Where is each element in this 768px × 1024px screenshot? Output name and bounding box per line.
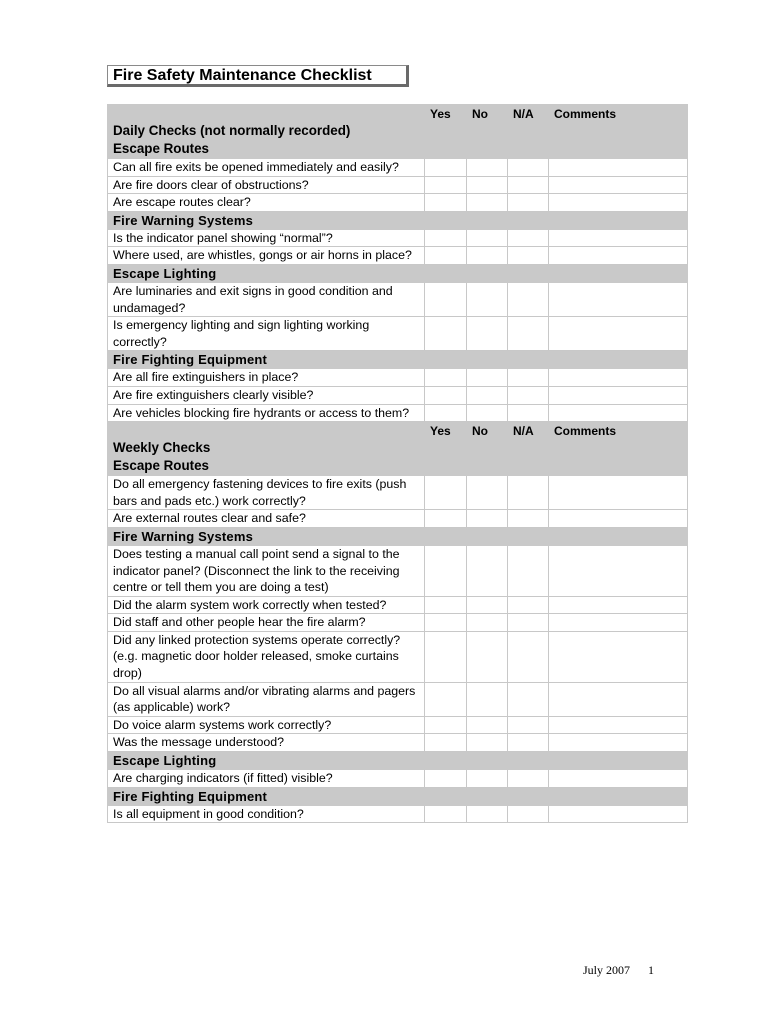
checklist-row — [108, 805, 688, 823]
checklist-row — [108, 159, 688, 177]
yes-cell[interactable] — [425, 805, 467, 823]
column-no: No — [467, 105, 508, 159]
na-cell[interactable] — [508, 614, 549, 632]
column-yes: Yes — [425, 422, 467, 476]
checklist-row — [108, 247, 688, 265]
comments-cell[interactable] — [549, 734, 688, 752]
checklist-row — [108, 404, 688, 422]
na-cell[interactable] — [508, 770, 549, 788]
no-cell[interactable] — [467, 247, 508, 265]
question-text: Is the indicator panel showing “normal”? — [108, 229, 425, 247]
comments-cell[interactable] — [549, 282, 688, 316]
section-title: Fire Fighting Equipment — [108, 351, 688, 369]
yes-cell[interactable] — [425, 770, 467, 788]
na-cell[interactable] — [508, 317, 549, 351]
footer-date: July 2007 — [583, 963, 631, 977]
no-cell[interactable] — [467, 317, 508, 351]
comments-cell[interactable] — [549, 770, 688, 788]
no-cell[interactable] — [467, 770, 508, 788]
section-header-row — [108, 527, 688, 545]
yes-cell[interactable] — [425, 176, 467, 194]
section-header-row — [108, 787, 688, 805]
no-cell[interactable] — [467, 734, 508, 752]
yes-cell[interactable] — [425, 614, 467, 632]
section-header-row — [108, 351, 688, 369]
column-comments: Comments — [549, 422, 688, 476]
column-comments: Comments — [549, 105, 688, 159]
checklist-row — [108, 386, 688, 404]
comments-cell[interactable] — [549, 476, 688, 510]
column-yes: Yes — [425, 105, 467, 159]
na-cell[interactable] — [508, 631, 549, 682]
question-text: Is all equipment in good condition? — [108, 805, 425, 823]
no-cell[interactable] — [467, 805, 508, 823]
question-text: Are charging indicators (if fitted) visible? — [108, 770, 425, 788]
question-text: Are vehicles blocking fire hydrants or access to them? — [108, 404, 425, 422]
section-title: Escape Routes — [113, 141, 210, 156]
na-cell[interactable] — [508, 596, 549, 614]
no-cell[interactable] — [467, 476, 508, 510]
checklist-row — [108, 510, 688, 528]
na-cell[interactable] — [508, 194, 549, 212]
document-title-box — [107, 65, 409, 87]
yes-cell[interactable] — [425, 476, 467, 510]
na-cell[interactable] — [508, 476, 549, 510]
checklist-row — [108, 176, 688, 194]
checklist-row — [108, 545, 688, 596]
footer-page-number: 1 — [648, 963, 654, 977]
comments-cell[interactable] — [549, 805, 688, 823]
na-cell[interactable] — [508, 682, 549, 716]
checklist-row — [108, 734, 688, 752]
no-cell[interactable] — [467, 176, 508, 194]
checklist-row — [108, 631, 688, 682]
column-na: N/A — [508, 105, 549, 159]
na-cell[interactable] — [508, 247, 549, 265]
no-cell[interactable] — [467, 545, 508, 596]
yes-cell[interactable] — [425, 229, 467, 247]
question-text: Do all visual alarms and/or vibrating alarms and pagers (as applicable) work? — [108, 682, 425, 716]
section-title: Fire Warning Systems — [108, 211, 688, 229]
question-text: Did any linked protection systems operate correctly? (e.g. magnetic door holder released, smoke curtains drop) — [108, 631, 425, 682]
no-cell[interactable] — [467, 386, 508, 404]
question-text: Are external routes clear and safe? — [108, 510, 425, 528]
question-text: Are fire extinguishers clearly visible? — [108, 386, 425, 404]
question-text: Did staff and other people hear the fire alarm? — [108, 614, 425, 632]
comments-cell[interactable] — [549, 386, 688, 404]
weekly-header-row — [108, 422, 688, 476]
yes-cell[interactable] — [425, 194, 467, 212]
document-title: Fire Safety Maintenance Checklist — [113, 67, 372, 84]
column-no: No — [467, 422, 508, 476]
no-cell[interactable] — [467, 631, 508, 682]
checklist-row — [108, 229, 688, 247]
na-cell[interactable] — [508, 176, 549, 194]
yes-cell[interactable] — [425, 545, 467, 596]
section-title: Escape Routes — [113, 458, 210, 474]
comments-cell[interactable] — [549, 682, 688, 716]
yes-cell[interactable] — [425, 510, 467, 528]
no-cell[interactable] — [467, 614, 508, 632]
question-text: Are luminaries and exit signs in good condition and undamaged? — [108, 282, 425, 316]
checklist-table — [107, 104, 688, 823]
checklist-row — [108, 614, 688, 632]
na-cell[interactable] — [508, 510, 549, 528]
na-cell[interactable] — [508, 159, 549, 177]
yes-cell[interactable] — [425, 247, 467, 265]
comments-cell[interactable] — [549, 159, 688, 177]
daily-checks-heading: Daily Checks (not normally recorded) — [113, 123, 351, 138]
checklist-row — [108, 596, 688, 614]
comments-cell[interactable] — [549, 404, 688, 422]
comments-cell[interactable] — [549, 229, 688, 247]
comments-cell[interactable] — [549, 545, 688, 596]
no-cell[interactable] — [467, 510, 508, 528]
yes-cell[interactable] — [425, 631, 467, 682]
question-text: Do voice alarm systems work correctly? — [108, 716, 425, 734]
na-cell[interactable] — [508, 805, 549, 823]
section-title: Escape Lighting — [108, 752, 688, 770]
yes-cell[interactable] — [425, 386, 467, 404]
daily-header-row — [108, 105, 688, 159]
question-text: Is emergency lighting and sign lighting working correctly? — [108, 317, 425, 351]
comments-cell[interactable] — [549, 614, 688, 632]
yes-cell[interactable] — [425, 282, 467, 316]
no-cell[interactable] — [467, 369, 508, 387]
section-title: Fire Fighting Equipment — [108, 787, 688, 805]
no-cell[interactable] — [467, 404, 508, 422]
question-text: Can all fire exits be opened immediately and easily? — [108, 159, 425, 177]
na-cell[interactable] — [508, 369, 549, 387]
comments-cell[interactable] — [549, 247, 688, 265]
yes-cell[interactable] — [425, 596, 467, 614]
no-cell[interactable] — [467, 716, 508, 734]
na-cell[interactable] — [508, 404, 549, 422]
no-cell[interactable] — [467, 682, 508, 716]
yes-cell[interactable] — [425, 404, 467, 422]
checklist-row — [108, 194, 688, 212]
question-text: Do all emergency fastening devices to fire exits (push bars and pads etc.) work correctly? — [108, 476, 425, 510]
column-na: N/A — [508, 422, 549, 476]
na-cell[interactable] — [508, 545, 549, 596]
na-cell[interactable] — [508, 282, 549, 316]
na-cell[interactable] — [508, 734, 549, 752]
yes-cell[interactable] — [425, 317, 467, 351]
yes-cell[interactable] — [425, 734, 467, 752]
section-title: Escape Lighting — [108, 264, 688, 282]
yes-cell[interactable] — [425, 369, 467, 387]
comments-cell[interactable] — [549, 194, 688, 212]
section-header-row — [108, 211, 688, 229]
no-cell[interactable] — [467, 229, 508, 247]
comments-cell[interactable] — [549, 596, 688, 614]
question-text: Are fire doors clear of obstructions? — [108, 176, 425, 194]
comments-cell[interactable] — [549, 631, 688, 682]
no-cell[interactable] — [467, 282, 508, 316]
question-text: Are all fire extinguishers in place? — [108, 369, 425, 387]
section-header-row — [108, 264, 688, 282]
yes-cell[interactable] — [425, 159, 467, 177]
section-title: Fire Warning Systems — [108, 527, 688, 545]
na-cell[interactable] — [508, 716, 549, 734]
comments-cell[interactable] — [549, 317, 688, 351]
yes-cell[interactable] — [425, 682, 467, 716]
section-header-row — [108, 752, 688, 770]
comments-cell[interactable] — [549, 716, 688, 734]
no-cell[interactable] — [467, 194, 508, 212]
checklist-row — [108, 282, 688, 316]
checklist-row — [108, 716, 688, 734]
checklist-row — [108, 476, 688, 510]
checklist-row — [108, 317, 688, 351]
comments-cell[interactable] — [549, 510, 688, 528]
question-text: Where used, are whistles, gongs or air horns in place? — [108, 247, 425, 265]
no-cell[interactable] — [467, 159, 508, 177]
no-cell[interactable] — [467, 596, 508, 614]
comments-cell[interactable] — [549, 176, 688, 194]
question-text: Does testing a manual call point send a signal to the indicator panel? (Disconnect the link to the receiving centre or tell them you are doing a test) — [108, 545, 425, 596]
checklist-row — [108, 369, 688, 387]
na-cell[interactable] — [508, 386, 549, 404]
question-text: Are escape routes clear? — [108, 194, 425, 212]
na-cell[interactable] — [508, 229, 549, 247]
checklist-row — [108, 682, 688, 716]
comments-cell[interactable] — [549, 369, 688, 387]
yes-cell[interactable] — [425, 716, 467, 734]
checklist-row — [108, 770, 688, 788]
question-text: Was the message understood? — [108, 734, 425, 752]
question-text: Did the alarm system work correctly when tested? — [108, 596, 425, 614]
weekly-checks-heading: Weekly Checks — [113, 440, 211, 456]
